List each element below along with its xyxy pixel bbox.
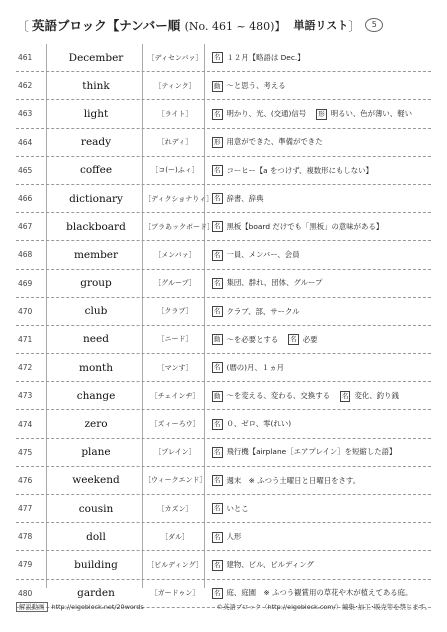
- word-row: [16, 410, 431, 438]
- english-word: change: [76, 389, 116, 402]
- part-of-speech-badge: 名: [290, 335, 297, 344]
- part-of-speech-badge: 名: [214, 363, 221, 372]
- word-reading: ［クラブ］: [157, 307, 193, 316]
- word-reading: ［ブラあックボード］: [144, 222, 214, 231]
- meaning-text: 変化、釣り銭: [354, 391, 399, 401]
- word-row: [16, 298, 431, 326]
- word-number: 472: [18, 363, 33, 373]
- english-word: zero: [84, 418, 108, 431]
- word-number: 463: [18, 109, 33, 119]
- part-of-speech-badge: 名: [214, 447, 221, 456]
- english-word: building: [74, 558, 118, 571]
- english-word: member: [73, 248, 119, 261]
- english-word: December: [68, 51, 124, 64]
- word-row: [16, 157, 431, 185]
- header-bracket-open: 〔: [16, 19, 30, 35]
- english-word: light: [83, 107, 109, 120]
- english-word: blackboard: [66, 220, 126, 233]
- word-reading: ［れディ］: [157, 138, 193, 147]
- word-meanings: [206, 193, 431, 205]
- word-row: [16, 100, 431, 128]
- word-reading: ［コ(ー)ふィ］: [151, 166, 199, 175]
- meaning-text: 明かり、光、(交通)信号: [226, 109, 307, 119]
- part-of-speech-badge: 名: [214, 250, 221, 259]
- word-number: 466: [18, 194, 33, 204]
- meaning-text: 必要: [302, 334, 318, 344]
- word-meanings: [206, 249, 431, 261]
- meaning-text: ～と思う、考える: [226, 81, 286, 91]
- word-number: 477: [18, 504, 33, 514]
- title-main: 英語ブロック【ナンバー順: [32, 18, 181, 33]
- word-row: [16, 326, 431, 354]
- part-of-speech-badge: 動: [214, 391, 221, 400]
- word-reading: ［ニード］: [157, 335, 193, 344]
- english-word: ready: [80, 136, 112, 149]
- word-reading: ［チェインヂ］: [150, 391, 200, 400]
- word-number: 465: [18, 165, 33, 175]
- word-row: [16, 241, 431, 269]
- page-subtitle: 単語リスト: [293, 19, 349, 32]
- word-meanings: [206, 559, 431, 571]
- word-row: [16, 382, 431, 410]
- word-number: 475: [18, 447, 33, 457]
- word-row: [16, 129, 431, 157]
- word-meanings: [206, 52, 431, 64]
- word-row: [16, 551, 431, 579]
- word-meanings: [206, 165, 431, 177]
- word-reading: ［ティンク］: [154, 81, 196, 90]
- word-meanings: [206, 221, 431, 233]
- word-reading: ［ビルディング］: [147, 560, 203, 569]
- page-title: [32, 16, 285, 34]
- english-word: cousin: [78, 502, 114, 515]
- page-footer: [16, 602, 431, 614]
- word-row: [16, 523, 431, 551]
- meaning-text: 庭、庭園 ※ ふつう観賞用の草花や木が植えてある庭。: [226, 588, 413, 598]
- english-word: weekend: [72, 474, 120, 487]
- word-reading: ［プレイン］: [154, 448, 196, 457]
- footer-url: http://eigoblock.net/20words: [51, 603, 144, 611]
- word-meanings: [206, 136, 431, 148]
- part-of-speech-badge: 名: [214, 588, 221, 597]
- english-word: club: [84, 305, 108, 318]
- word-row: [16, 213, 431, 241]
- meaning-text: (暦の)月、１ヵ月: [226, 362, 285, 372]
- word-meanings: [206, 503, 431, 515]
- footer-video-tag: 解説動画: [16, 602, 48, 612]
- word-meanings: [206, 446, 431, 458]
- meaning-text: 一員、メンバー、会員: [226, 250, 300, 260]
- part-of-speech-badge: 動: [214, 81, 221, 90]
- word-row: [16, 72, 431, 100]
- word-reading: ［グループ］: [154, 279, 196, 288]
- english-word: garden: [77, 587, 115, 600]
- word-row: [16, 354, 431, 382]
- word-list: [16, 44, 431, 608]
- word-row: [16, 439, 431, 467]
- page-number-badge: 5: [365, 18, 383, 32]
- word-meanings: [206, 390, 431, 402]
- word-number: 461: [18, 53, 33, 63]
- part-of-speech-badge: 名: [214, 278, 221, 287]
- english-word: dictionary: [69, 192, 123, 205]
- footer-copyright: ©英語ブロック（http://eigoblock.com/）編集･加工･販売等を禁じます。: [216, 603, 431, 611]
- word-number: 470: [18, 306, 33, 316]
- english-word: doll: [86, 530, 106, 543]
- meaning-text: ～を変える、変わる、交換する: [226, 391, 330, 401]
- english-word: coffee: [79, 164, 113, 177]
- word-meanings: [206, 108, 431, 120]
- word-reading: ［ライト］: [157, 109, 193, 118]
- part-of-speech-badge: 動: [214, 335, 221, 344]
- part-of-speech-badge: 名: [214, 504, 221, 513]
- english-word: group: [80, 277, 112, 290]
- english-word: need: [83, 333, 109, 346]
- part-of-speech-badge: 名: [214, 560, 221, 569]
- word-number: 462: [18, 81, 33, 91]
- word-row: [16, 270, 431, 298]
- page-header: [16, 16, 431, 34]
- meaning-text: 人形: [226, 532, 242, 542]
- part-of-speech-badge: 形: [214, 137, 221, 146]
- word-number: 473: [18, 391, 33, 401]
- word-row: [16, 495, 431, 523]
- word-reading: ［マンす］: [157, 363, 193, 372]
- part-of-speech-badge: 名: [214, 307, 221, 316]
- meaning-text: 用意ができた、準備ができた: [226, 137, 323, 147]
- word-reading: ［ガードゥン］: [150, 589, 200, 598]
- word-number: 471: [18, 334, 33, 344]
- meaning-text: 週末 ※ ふつう土曜日と日曜日をさす。: [226, 475, 361, 485]
- word-row: [16, 44, 431, 72]
- title-range: (No. 461 ~ 480)】: [184, 20, 286, 33]
- word-meanings: [206, 531, 431, 543]
- word-meanings: [206, 334, 431, 346]
- part-of-speech-badge: 名: [214, 532, 221, 541]
- meaning-text: 黒板【board だけでも「黒板」の意味がある】: [226, 221, 384, 231]
- part-of-speech-badge: 形: [318, 109, 325, 118]
- footer-video-link[interactable]: [16, 602, 144, 611]
- word-row: [16, 185, 431, 213]
- part-of-speech-badge: 名: [214, 419, 221, 428]
- word-meanings: [206, 277, 431, 289]
- english-word: think: [82, 79, 110, 92]
- header-bracket-close: 〕: [348, 19, 362, 35]
- meaning-text: 集団、群れ、団体、グループ: [226, 278, 323, 288]
- word-number: 476: [18, 475, 33, 485]
- word-number: 469: [18, 278, 33, 288]
- word-meanings: [206, 362, 431, 374]
- meaning-text: 明るい、色が薄い、軽い: [330, 109, 412, 119]
- word-meanings: [206, 418, 431, 430]
- english-word: month: [78, 361, 114, 374]
- english-word: plane: [81, 446, 111, 459]
- meaning-text: いとこ: [226, 503, 249, 513]
- part-of-speech-badge: 名: [341, 391, 349, 400]
- meaning-text: コーヒー【a をつけず、複数形にもしない】: [226, 165, 373, 175]
- part-of-speech-badge: 名: [214, 166, 221, 175]
- word-meanings: [206, 475, 431, 487]
- word-reading: ［ディクショナりィ］: [144, 194, 214, 203]
- meaning-text: クラブ、部、サークル: [226, 306, 300, 316]
- word-reading: ［ダル］: [161, 532, 189, 541]
- word-reading: ［ディセンバァ］: [147, 53, 203, 62]
- meaning-text: ～を必要とする: [226, 334, 279, 344]
- part-of-speech-badge: 名: [214, 109, 221, 118]
- word-number: 468: [18, 250, 33, 260]
- meaning-text: 辞書、辞典: [226, 193, 264, 203]
- word-meanings: [206, 587, 431, 599]
- word-meanings: [206, 80, 431, 92]
- word-number: 480: [18, 588, 33, 598]
- part-of-speech-badge: 名: [214, 476, 221, 485]
- word-reading: ［メンバァ］: [154, 250, 196, 259]
- part-of-speech-badge: 名: [214, 222, 221, 231]
- meaning-text: 建物、ビル、ビルディング: [226, 560, 314, 570]
- word-number: 464: [18, 137, 33, 147]
- meaning-text: 飛行機【airplane［エアプレイン］を短縮した語】: [226, 447, 397, 457]
- word-number: 474: [18, 419, 33, 429]
- part-of-speech-badge: 名: [214, 194, 221, 203]
- meaning-text: １２月【略語は Dec.】: [226, 52, 305, 62]
- word-reading: ［カズン］: [157, 504, 193, 513]
- meaning-text: ０、ゼロ、零(れい): [226, 419, 292, 429]
- word-row: [16, 467, 431, 495]
- word-number: 467: [18, 222, 33, 232]
- word-reading: ［ズィーろウ］: [150, 420, 200, 429]
- word-number: 479: [18, 560, 33, 570]
- word-reading: ［ウィークエンド］: [144, 476, 207, 485]
- word-number: 478: [18, 532, 33, 542]
- word-meanings: [206, 306, 431, 318]
- part-of-speech-badge: 名: [214, 53, 221, 62]
